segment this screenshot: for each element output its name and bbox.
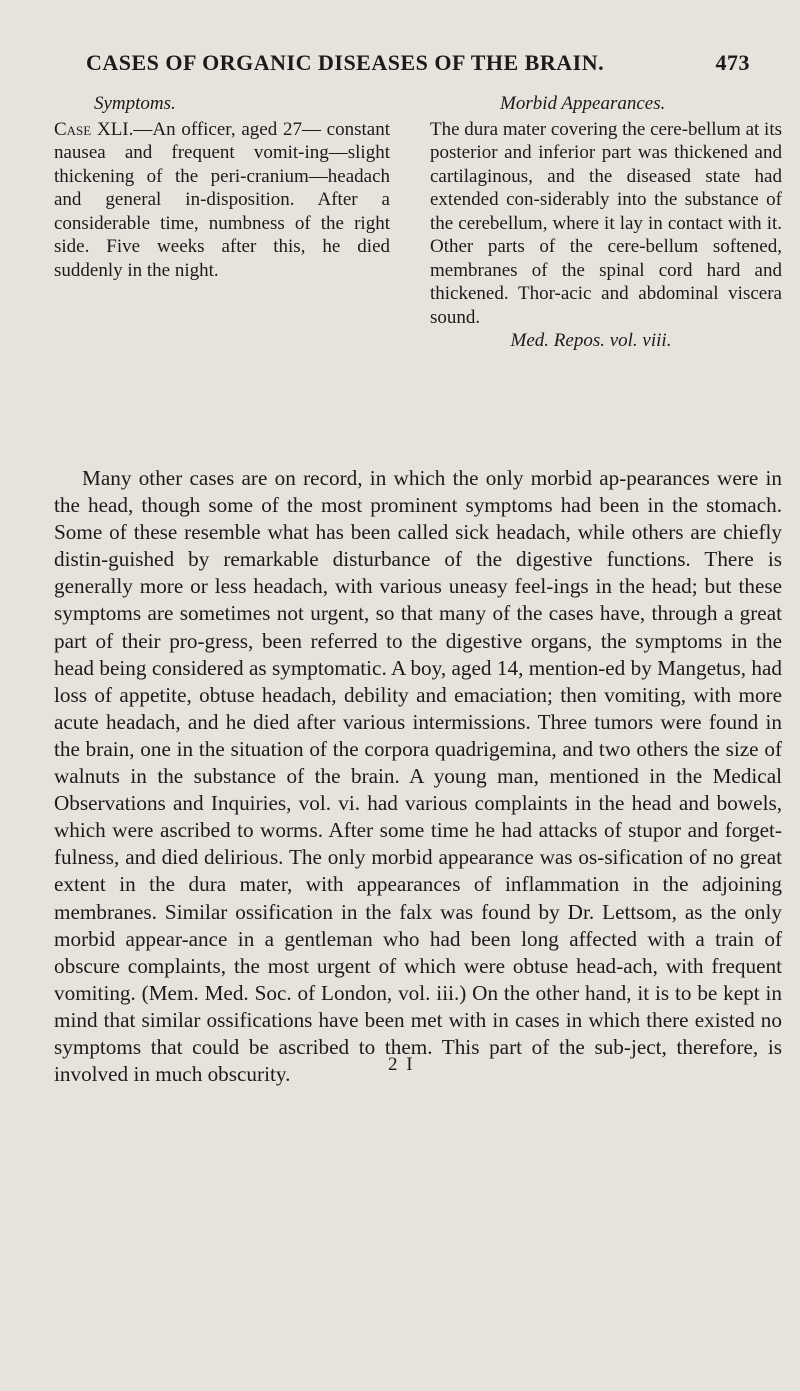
- main-paragraph: Many other cases are on record, in which the only morbid ap-pearances were in the head, though some of the most prominent symptoms had been in the stomach. Some of these resemble what has been called sick headach, while others are chiefly distin-guished by remarkable disturbance of the digestive functions. There is generally more or less headach, with various uneasy feel-ings in the head; but these symptoms are sometimes not urgent, so that many of the cases have, through a great part of their pro-gress, been referred to the digestive organs, the symptoms in the head being considered as symptomatic. A boy, aged 14, mention-ed by Mangetus, had loss of appetite, obtuse headach, debility and emaciation; then vomiting, with more acute headach, and he died after various intermissions. Three tumors were found in the brain, one in the situation of the corpora quadrigemina, and two others the size of walnuts in the substance of the brain. A young man, mentioned in the Medical Observations and Inquiries, vol. vi. had various complaints in the head and bowels, which were ascribed to worms. After some time he had attacks of stupor and forget-fulness, and died delirious. The only morbid appearance was os-sification of no great extent in the dura mater, with appearances of inflammation in the adjoining membranes. Similar ossification in the falx was found by Dr. Lettsom, as the only morbid appear-ance in a gentleman who had been long affected with a train of obscure complaints, the most urgent of which were obtuse head-ach, with frequent vomiting. (Mem. Med. Soc. of London, vol. iii.) On the other hand, it is to be kept in mind that similar ossifications have been met with in cases in which there existed no symptoms that could be ascribed to them. This part of the sub-ject, therefore, is involved in much obscurity.: [54, 466, 782, 1087]
- symptoms-heading: Symptoms.: [94, 93, 176, 114]
- symptoms-column: [54, 92, 390, 282]
- case-table: [54, 92, 782, 422]
- signature-mark: 2 I: [388, 1054, 415, 1075]
- case-description: —An officer, aged 27— constant nausea and frequent vomit-ing—slight thickening of the peri-cranium—headach and general in-disposition. After a considerable time, numbness of the right side. Five weeks after this, he died suddenly in the night.: [54, 118, 390, 281]
- morbid-appearances-column: [430, 92, 782, 353]
- case-label: Case XLI.: [54, 118, 134, 140]
- morbid-appearances-text: The dura mater covering the cere-bellum at its posterior and inferior part was thickened and cartilaginous, and the diseased state had extended con-siderably into the substance of the cerebellum, where it lay in contact with it. Other parts of the cere-bellum softened, membranes of the spinal cord hard and thickened. Thor-acic and abdominal viscera sound.: [430, 118, 782, 328]
- morbid-appearances-heading: Morbid Appearances.: [500, 93, 666, 114]
- running-head: [86, 50, 776, 76]
- running-title: CASES OF ORGANIC DISEASES OF THE BRAIN.: [86, 50, 605, 75]
- citation: Med. Repos. vol. viii.: [510, 330, 672, 351]
- symptoms-text: [54, 118, 390, 283]
- page-number: 473: [715, 50, 750, 75]
